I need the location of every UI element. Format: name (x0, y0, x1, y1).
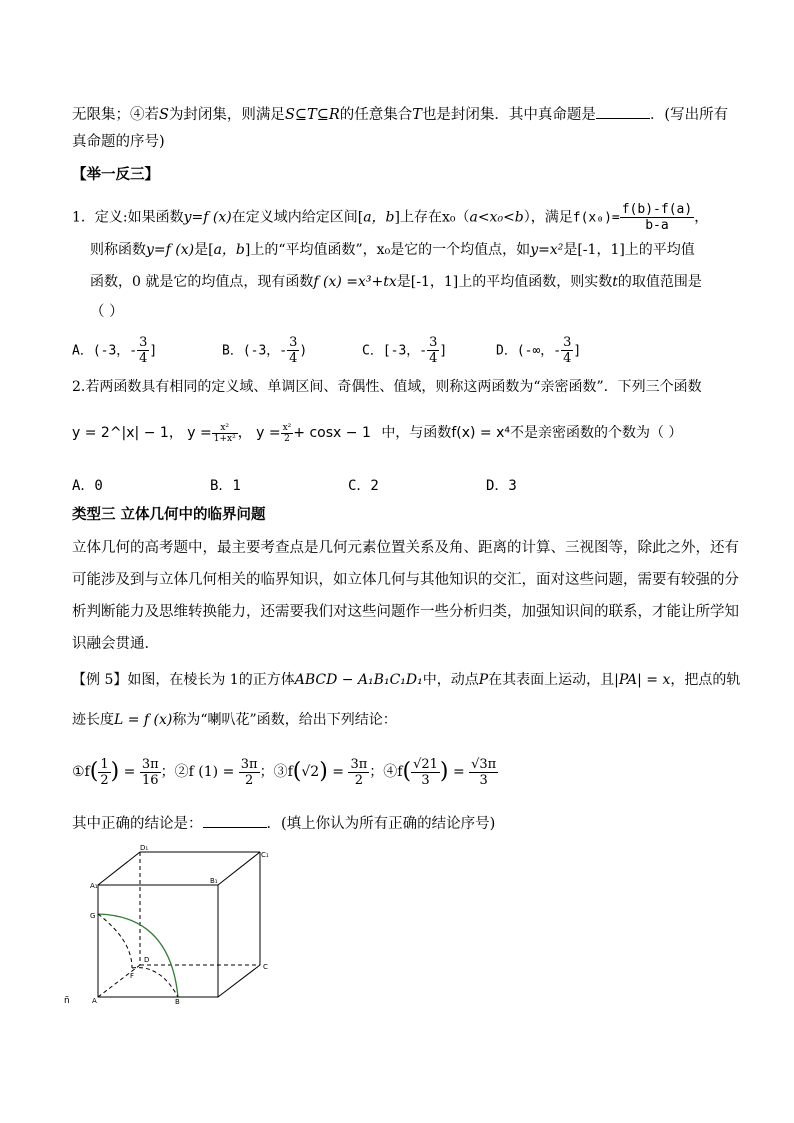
type3-para-1: 立体几何的高考题中，最主要考查点是几何元素位置关系及角、距离的计算、三视图等，除此之外，还有 (72, 540, 739, 556)
q1-line-2: 则称函数y=f (x)是[a，b]上的“平均值函数”，x₀是它的一个均值点，如y=x²是[-1，1]上的平均值 (90, 242, 695, 258)
edge-ad (98, 965, 140, 997)
type3-para-2: 可能涉及到与立体几何相关的临界知识，如立体几何与其他知识的交汇，面对这些问题，需要有较强的分 (72, 572, 739, 588)
ex5-line-1: 【例 5】如图，在棱长为 1的正方体ABCD − A₁B₁C₁D₁中，动点P在其表面上运动，且|PA| = x，把点的轨 (72, 672, 741, 688)
ex5-line-2: 迹长度L = f (x)称为“喇叭花”函数，给出下列结论： (72, 712, 397, 728)
trajectory-arc (98, 914, 178, 997)
intro-line-2: 真命题的序号) (72, 134, 165, 150)
label-d1: D₁ (140, 844, 149, 852)
label-side: ñ (64, 996, 70, 1006)
q1-option-d[interactable]: D．(-∞，- $\frac{3}{4}$ ] (496, 335, 582, 366)
q1-line-1: 1．定义:如果函数y=f (x)在定义域内给定区间[a，b]上存在x₀（a<x₀<b），满足f(x₀)= $\frac{f(b)-f(a)}{b-a}$ ， (72, 202, 709, 233)
q2-option-d[interactable]: D．3 (486, 478, 517, 494)
q1-answer-paren: （ ） (90, 304, 124, 320)
label-d: D (144, 956, 150, 964)
ex5-question: 其中正确的结论是： ．(填上你认为所有正确的结论序号) (72, 813, 495, 834)
dashed-arc-left (98, 914, 132, 968)
q1-option-a[interactable]: A．(-3，- $\frac{3}{4}$ ] (72, 335, 158, 366)
q2-line-2: y = 2^|x| − 1， y = $\frac{\text{x²}}{\text{1+x²}}$ ， y = $\frac{\text{x²}}{2}$ + cosx − 1 中，与函数f(x) = x⁴不是亲密函数的个数为（ ） (72, 422, 683, 444)
label-c1: C₁ (261, 851, 269, 859)
dashed-arc-bottom (132, 968, 178, 997)
ex5-conclusions: ①f( $\frac{1}{2}$ ) = $\frac{3\pi}{16}$ ；②f (1) = $\frac{3\pi}{2}$ ；③f(√2) = $\frac{3\pi}{2}$ ；④f( $\frac{√21}{3}$ ) = $\frac{√3\pi}{3}$ (72, 756, 497, 788)
label-b1: B₁ (210, 877, 218, 885)
q2-option-a[interactable]: A．0 (72, 478, 103, 494)
q2-option-c[interactable]: C．2 (348, 478, 379, 494)
q1-line-3: 函数，0 就是它的均值点，现有函数f (x) =x³+tx是[-1，1]上的平均值函数，则实数t的取值范围是 (90, 274, 702, 290)
answer-blank[interactable] (596, 104, 650, 119)
edge-bc (218, 965, 260, 997)
q2-option-b[interactable]: B．1 (210, 478, 241, 494)
intro-line-1: 无限集；④若S为封闭集，则满足S⊆T⊆R的任意集合T也是封闭集．其中真命题是 ．(写出所有 (72, 104, 728, 125)
label-a1: A₁ (90, 882, 98, 890)
ex5-answer-blank[interactable] (203, 813, 267, 828)
type3-para-4: 识融会贯通． (72, 636, 159, 652)
section-title: 【举一反三】 (72, 166, 159, 183)
q1-option-c[interactable]: C．[-3，- $\frac{3}{4}$ ] (362, 335, 448, 366)
label-g: G (90, 912, 96, 920)
q1-option-b[interactable]: B．(-3，- $\frac{3}{4}$ ) (222, 335, 308, 366)
edge-a1d1 (98, 852, 140, 885)
edge-b1c1 (218, 852, 260, 885)
cube-figure (60, 840, 290, 1015)
type3-para-3: 析判断能力及思维转换能力，还需要我们对这些问题作一些分析归类，加强知识间的联系，才能让所学知 (72, 604, 739, 620)
q1-fraction: $\frac{f(b)-f(a)}{b-a}$ (621, 202, 693, 233)
q2-line-1: 2.若两函数具有相同的定义域、单调区间、奇偶性、值域，则称这两函数为“亲密函数”．下列三个函数 (72, 379, 702, 395)
label-a: A (92, 997, 97, 1005)
label-b: B (175, 998, 180, 1006)
type3-title: 类型三 立体几何中的临界问题 (72, 506, 266, 523)
label-f: F (130, 972, 135, 980)
label-c: C (263, 963, 268, 971)
